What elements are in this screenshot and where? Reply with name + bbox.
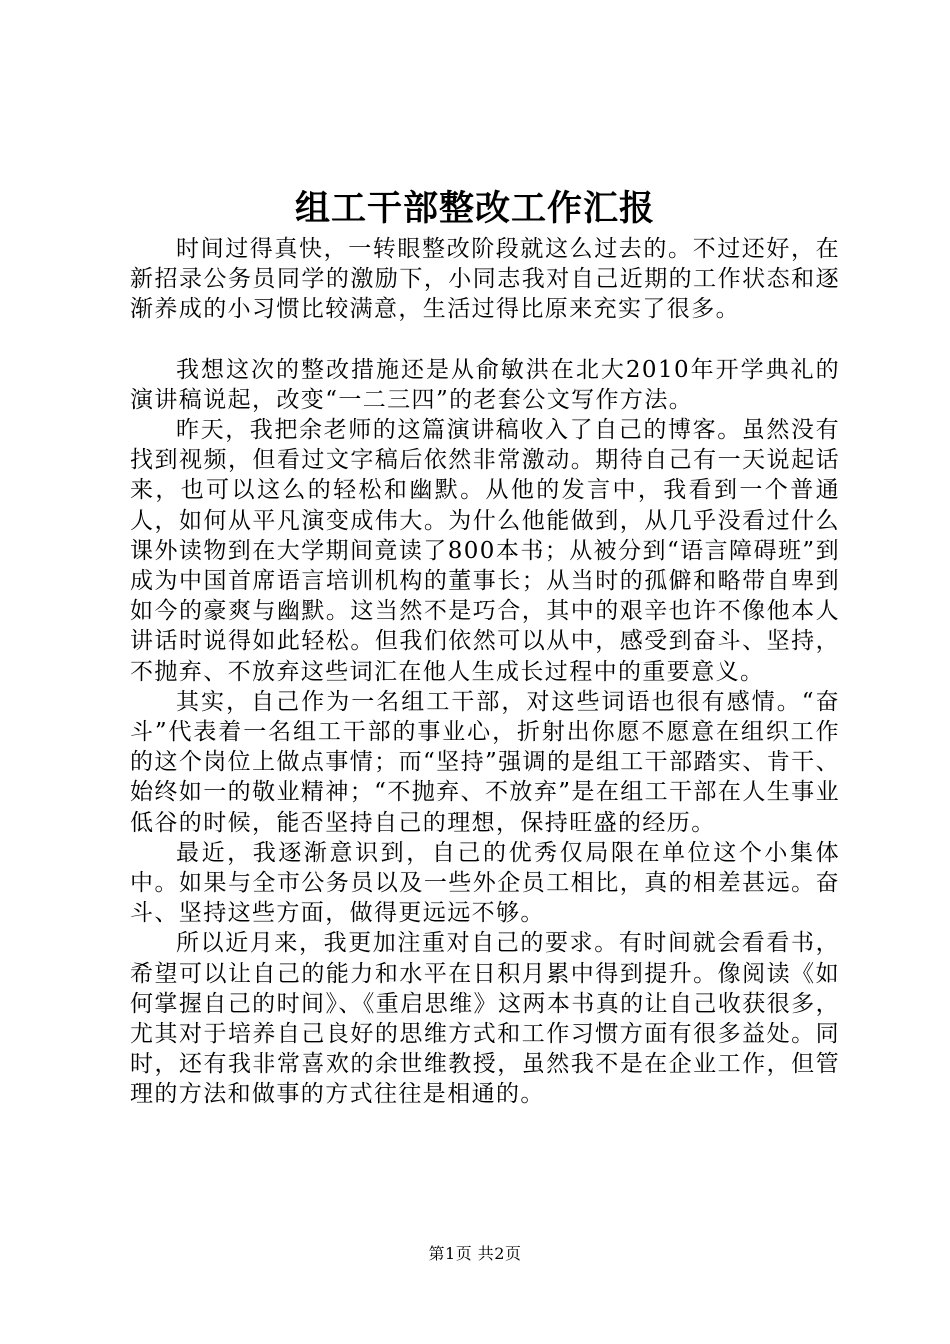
paragraph-gap [130, 325, 840, 355]
paragraph: 最近，我逐渐意识到，自己的优秀仅局限在单位这个小集体中。如果与全市公务员以及一些外企员工相比，真的相差甚远。奋斗、坚持这些方面，做得更远远不够。 [130, 839, 840, 927]
paragraph: 我想这次的整改措施还是从俞敏洪在北大2010年开学典礼的演讲稿说起，改变“一二三四”的老套公文写作方法。 [130, 356, 840, 413]
page-footer: 第1页 共2页 [428, 1244, 522, 1263]
paragraph: 所以近月来，我更加注重对自己的要求。有时间就会看看书，希望可以让自己的能力和水平在日积月累中得到提升。像阅读《如何掌握自己的时间》、《重启思维》这两本书真的让自己收获很多，尤其对于培养自己良好的思维方式和工作习惯方面有很多益处。同时，还有我非常喜欢的余世维教授，虽然我不是在企业工作，但管理的方法和做事的方式往往是相通的。 [130, 930, 840, 1108]
document-body [130, 234, 840, 1110]
document-title: 组工干部整改工作汇报 [294, 188, 655, 229]
paragraph: 其实，自己作为一名组工干部，对这些词语也很有感情。“奋斗”代表着一名组工干部的事业心，折射出你愿不愿意在组织工作的这个岗位上做点事情；而“坚持”强调的是组工干部踏实、肯干、始终如一的敬业精神；“不抛弃、不放弃”是在组工干部在人生事业低谷的时候，能否坚持自己的理想，保持旺盛的经历。 [130, 688, 840, 836]
paragraph: 昨天，我把余老师的这篇演讲稿收入了自己的博客。虽然没有找到视频，但看过文字稿后依然非常激动。期待自己有一天说起话来，也可以这么的轻松和幽默。从他的发言中，我看到一个普通人，如何从平凡演变成伟大。为什么他能做到，从几乎没看过什么课外读物到在大学期间竟读了800本书；从被分到“语言障碍班”到成为中国首席语言培训机构的董事长；从当时的孤僻和略带自卑到如今的豪爽与幽默。这当然不是巧合，其中的艰辛也许不像他本人讲话时说得如此轻松。但我们依然可以从中，感受到奋斗、坚持，不抛弃、不放弃这些词汇在他人生成长过程中的重要意义。 [130, 417, 840, 685]
paragraph: 时间过得真快，一转眼整改阶段就这么过去的。不过还好，在新招录公务员同学的激励下，小同志我对自己近期的工作状态和逐渐养成的小习惯比较满意，生活过得比原来充实了很多。 [130, 236, 840, 323]
